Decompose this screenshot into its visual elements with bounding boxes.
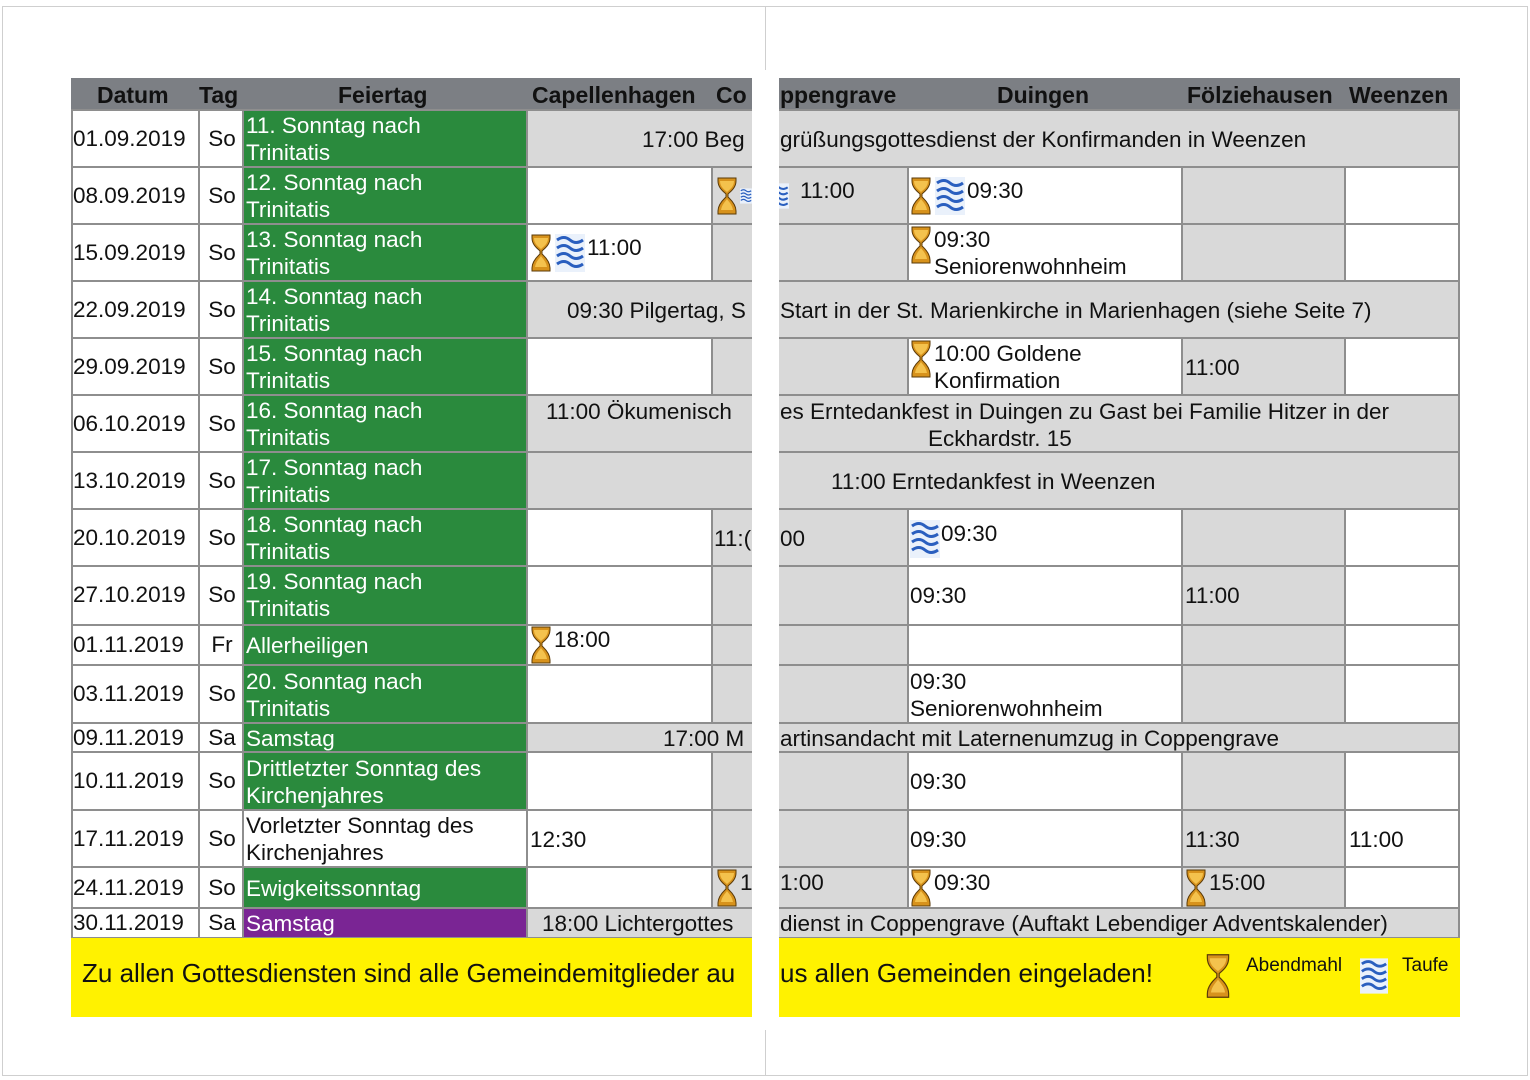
header-duingen: Duingen [997,82,1089,108]
duingen-note: Konfirmation [934,368,1061,393]
duingen-time: 09:30 [934,227,991,252]
coppengrave-time: 11:00 [800,178,855,203]
legend-baptism: Taufe [1402,955,1449,976]
coppengrave-column-bg [712,110,908,938]
coppengrave-time-left: 11:( [714,526,752,551]
date-cell: 03.11.2019 [73,681,184,706]
footer-gutter [752,938,779,1017]
chalice-icon [530,626,552,664]
feast-line-2: Trinitatis [246,311,331,336]
feast-line-1: 18. Sonntag nach [246,512,423,537]
duingen-time: 09:30 [967,178,1024,203]
chalice-icon [910,340,932,378]
day-cell: So [208,297,236,322]
header-foelziehausen: Fölziehausen [1187,82,1333,108]
feast-line-2: Trinitatis [246,539,331,564]
day-cell: So [208,468,236,493]
span-text-right: es Erntedankfest in Duingen zu Gast bei Familie Hitzer in der [780,399,1390,424]
day-cell: Fr [211,632,233,657]
span-text-left: 17:00 M [663,726,745,751]
day-cell: So [208,126,236,151]
day-cell: So [208,826,236,851]
capellenhagen-time: 12:30 [530,827,587,852]
feast-line-2: Trinitatis [246,197,331,222]
feast-line-1: 16. Sonntag nach [246,398,423,423]
water-waves-icon [910,520,940,558]
feast-line-1: Ewigkeitssonntag [246,876,422,901]
span-text-left: 09:30 Pilgertag, S [567,298,746,323]
span-text-right: artinsandacht mit Laternenumzug in Coppengrave [780,726,1280,751]
header-coppengrave-right: ppengrave [780,82,897,108]
coppengrave-time-right: 00 [780,526,806,551]
date-cell: 13.10.2019 [73,468,186,493]
water-waves-icon [740,177,752,215]
header-capellenhagen: Capellenhagen [532,82,696,108]
date-cell: 22.09.2019 [73,297,186,322]
duingen-note: Seniorenwohnheim [910,696,1103,721]
coppengrave-time-left: 1 [740,870,753,895]
date-cell: 20.10.2019 [73,525,186,550]
span-text-left: 18:00 Lichtergottes [542,911,734,936]
foelziehausen-time: 11:30 [1185,827,1240,852]
feast-line-2: Trinitatis [246,254,331,279]
chalice-icon [910,226,932,264]
header-coppengrave-left: Co [716,82,747,108]
feast-line-1: 19. Sonntag nach [246,569,423,594]
day-cell: Sa [208,910,236,935]
header-weenzen: Weenzen [1349,82,1449,108]
feast-line-1: Vorletzter Sonntag des [246,813,474,838]
feast-line-1: 11. Sonntag nach [246,113,421,138]
capellenhagen-time: 11:00 [587,235,642,260]
header-day: Tag [199,82,239,108]
date-cell: 29.09.2019 [73,354,186,379]
footer-text-left: Zu allen Gottesdiensten sind alle Gemeindemitglieder au [82,958,736,988]
duingen-time: 09:30 [910,769,967,794]
feast-line-2: Trinitatis [246,596,331,621]
date-cell: 24.11.2019 [73,875,184,900]
coppengrave-time-right: 1:00 [780,870,824,895]
feast-line-1: 13. Sonntag nach [246,227,423,252]
span-text-left: 11:00 Ökumenisch [546,399,732,424]
date-cell: 30.11.2019 [73,910,184,935]
feast-line-1: Samstag [246,911,335,936]
date-cell: 17.11.2019 [73,826,184,851]
feast-line-2: Trinitatis [246,140,331,165]
span-text-right: 11:00 Erntedankfest in Weenzen [831,469,1156,494]
feast-line-1: 12. Sonntag nach [246,170,423,195]
date-cell: 08.09.2019 [73,183,186,208]
capellenhagen-time: 18:00 [554,627,611,652]
day-cell: So [208,183,236,208]
feast-line-2: Trinitatis [246,425,331,450]
duingen-time: 09:30 [910,827,967,852]
duingen-time: 09:30 [941,521,998,546]
legend-communion: Abendmahl [1246,955,1343,976]
day-cell: So [208,354,236,379]
day-cell: So [208,582,236,607]
date-cell: 01.09.2019 [73,126,186,151]
day-cell: Sa [208,725,236,750]
chalice-icon [910,869,932,907]
water-waves-icon [1360,950,1388,1002]
feast-line-1: Drittletzter Sonntag des [246,756,482,781]
day-cell: So [208,875,236,900]
date-cell: 06.10.2019 [73,411,186,436]
duingen-note: Seniorenwohnheim [934,254,1127,279]
water-waves-icon [779,177,799,215]
feast-line-2: Trinitatis [246,482,331,507]
feast-line-2: Kirchenjahres [246,840,384,865]
feast-line-1: 20. Sonntag nach [246,669,423,694]
feast-line-1: 14. Sonntag nach [246,284,423,309]
water-waves-icon [935,177,965,215]
feast-line-2: Trinitatis [246,696,331,721]
chalice-icon [530,234,552,272]
date-cell: 10.11.2019 [73,768,184,793]
day-cell: So [208,411,236,436]
date-cell: 15.09.2019 [73,240,186,265]
feast-line-1: Allerheiligen [246,633,369,658]
weenzen-time: 11:00 [1349,827,1404,852]
feast-line-2: Trinitatis [246,368,331,393]
feast-line-2: Kirchenjahres [246,783,384,808]
foelziehausen-time: 11:00 [1185,583,1240,608]
foelziehausen-time: 11:00 [1185,355,1240,380]
feast-line-1: 17. Sonntag nach [246,455,423,480]
feast-line-1: 15. Sonntag nach [246,341,423,366]
duingen-time: 09:30 [910,583,967,608]
chalice-icon [1185,869,1207,907]
span-text-left: 17:00 Beg [642,127,745,152]
footer-text-right: us allen Gemeinden eingeladen! [780,958,1153,988]
page-gutter [752,70,779,1030]
chalice-icon [1205,950,1231,1002]
date-cell: 01.11.2019 [73,632,184,657]
date-cell: 09.11.2019 [73,725,184,750]
duingen-time: 10:00 Goldene [934,341,1082,366]
feast-line-1: Samstag [246,726,335,751]
chalice-icon [716,177,738,215]
day-cell: So [208,525,236,550]
header-date: Datum [97,82,169,108]
date-cell: 27.10.2019 [73,582,186,607]
span-text-right-2: Eckhardstr. 15 [928,426,1072,451]
chalice-icon [910,177,932,215]
foelziehausen-column-bg [1182,110,1345,938]
span-text-right: dienst in Coppengrave (Auftakt Lebendiger Adventskalender) [780,911,1388,936]
day-cell: So [208,240,236,265]
day-cell: So [208,681,236,706]
water-waves-icon [555,234,585,272]
duingen-time: 09:30 [934,870,991,895]
chalice-icon [716,869,738,907]
span-text-right: grüßungsgottesdienst der Konfirmanden in Weenzen [780,127,1307,152]
day-cell: So [208,768,236,793]
foelziehausen-time: 15:00 [1209,870,1266,895]
span-text-right: Start in der St. Marienkirche in Marienhagen (siehe Seite 7) [780,298,1372,323]
duingen-time: 09:30 [910,669,967,694]
header-feast: Feiertag [338,82,428,108]
